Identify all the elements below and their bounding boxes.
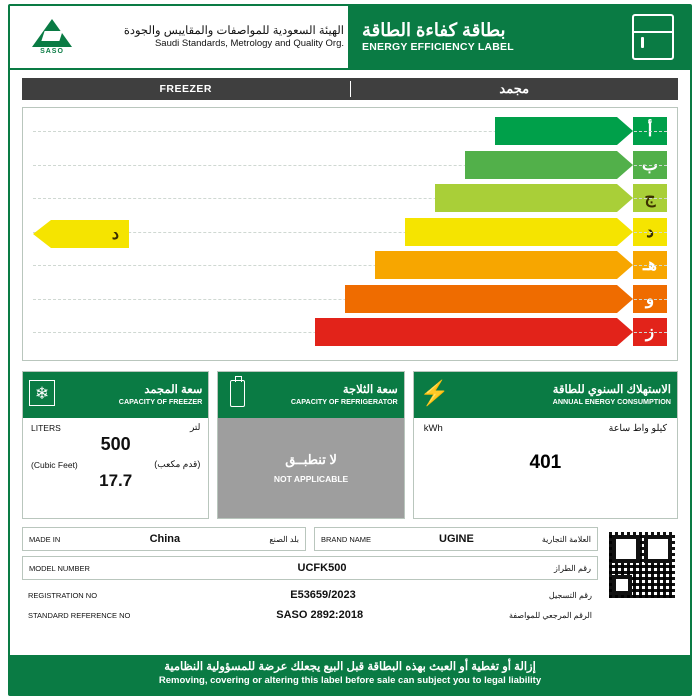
standard-reference-row — [22, 605, 598, 625]
refrigerator-icon — [632, 14, 674, 60]
label-frame — [8, 4, 692, 696]
freezer-cubicfeet-value: 17.7 — [99, 471, 133, 490]
scale-arrow-body — [315, 318, 617, 346]
scale-arrow — [375, 251, 633, 279]
scale-arrow-body — [465, 151, 617, 179]
freezer-unit2-ar: (قدم مكعب) — [154, 459, 201, 469]
scale-row — [33, 116, 667, 146]
freezer-unit-en: LITERS — [31, 422, 61, 433]
scale-row — [33, 284, 667, 314]
made-in-brand-row — [22, 527, 598, 556]
made-in-label-ar: بلد الصنع — [269, 534, 299, 544]
registration-value: E53659/2023 — [290, 589, 356, 601]
freezer-capacity-panel — [22, 371, 209, 519]
registration-label-ar: رقم التسجيل — [548, 590, 592, 600]
model-label-en: MODEL NUMBER — [29, 563, 90, 573]
standard-label-ar: الرقم المرجعي للمواصفة — [508, 610, 592, 620]
scale-arrow-body — [495, 117, 617, 145]
product-type-ar: مجمد — [499, 81, 530, 96]
model-label-ar: رقم الطراز — [554, 563, 591, 573]
header-left — [10, 6, 348, 68]
brand-label-ar: العلامة التجارية — [541, 534, 591, 544]
not-applicable-en: NOT APPLICABLE — [273, 474, 349, 484]
current-grade-arrow-tip — [33, 220, 51, 248]
scale-arrow-body — [345, 285, 617, 313]
model-number-field — [22, 556, 598, 580]
annual-energy-panel — [413, 371, 678, 519]
energy-value: 401 — [529, 452, 562, 473]
scale-arrow — [435, 184, 633, 212]
scale-arrow — [495, 117, 633, 145]
scale-arrow-tip — [617, 318, 633, 346]
scale-row — [33, 317, 667, 347]
organization-text — [88, 24, 348, 50]
efficiency-scale — [22, 107, 678, 361]
scale-arrow-body — [435, 184, 617, 212]
energy-unit-ar: كيلو واط ساعة — [608, 423, 667, 434]
scale-row — [33, 250, 667, 280]
energy-panel-titles — [452, 384, 671, 406]
energy-units-row — [414, 418, 677, 434]
qr-code-icon[interactable] — [606, 529, 678, 601]
legal-text-en: Removing, covering or altering this label before sale can subject you to legal liability — [158, 675, 542, 687]
organization-name-ar: الهيئة السعودية للمواصفات والمقاييس والجودة — [123, 24, 344, 37]
scale-arrow-tip — [617, 285, 633, 313]
scale-grade-letter: هـ — [633, 251, 667, 279]
scale-arrow-tip — [617, 251, 633, 279]
scale-grade-letter: ب — [633, 151, 667, 179]
refrigerator-panel-titles — [256, 384, 397, 406]
scale-arrow-tip — [617, 184, 633, 212]
product-info-fields — [22, 527, 598, 625]
scale-grade-letter: ج — [633, 184, 667, 212]
current-grade-letter: د — [51, 220, 129, 248]
energy-panel-header — [414, 372, 677, 418]
scale-grade-letter: و — [633, 285, 667, 313]
made-in-label-en: MADE IN — [29, 534, 61, 544]
scale-arrow-body — [405, 218, 617, 246]
brand-name-field — [314, 527, 598, 551]
brand-value: UGINE — [439, 533, 474, 545]
organization-name-en: Saudi Standards, Metrology and Quality Org. — [154, 38, 344, 50]
made-in-value: China — [149, 533, 181, 545]
made-in-field — [22, 527, 306, 551]
standard-value: SASO 2892:2018 — [276, 609, 364, 621]
lightning-bolt-icon: ⚡ — [419, 380, 450, 407]
scale-arrow-tip — [617, 218, 633, 246]
energy-unit-en: kWh — [423, 423, 443, 434]
energy-panel-body — [414, 418, 677, 518]
freezer-liters-value: 500 — [100, 434, 131, 454]
freezer-panel-titles — [61, 384, 202, 406]
scale-grade-letter: أ — [633, 117, 667, 145]
freezer-cubicfeet-row — [23, 455, 208, 470]
product-bar — [22, 78, 678, 100]
refrigerator-capacity-panel — [217, 371, 404, 519]
header-titles — [362, 20, 514, 54]
label-title-ar: بطاقة كفاءة الطاقة — [362, 19, 506, 40]
saso-triangle-icon — [32, 19, 72, 47]
scale-arrow — [315, 318, 633, 346]
saso-logo-icon — [16, 11, 88, 63]
freezer-unit-ar: لتر — [189, 422, 201, 432]
header-right — [348, 6, 690, 68]
scale-grade-letter: د — [633, 218, 667, 246]
current-grade-arrow — [33, 220, 129, 248]
refrigerator-panel-body — [218, 418, 403, 518]
bottle-icon — [224, 380, 250, 410]
freezer-liters-row — [23, 418, 208, 433]
standard-label-en: STANDARD REFERENCE NO — [28, 610, 131, 620]
freezer-title-en: CAPACITY OF FREEZER — [118, 396, 203, 406]
scale-arrow — [405, 218, 633, 246]
refrigerator-title-en: CAPACITY OF REFRIGERATOR — [290, 396, 398, 406]
brand-label-en: BRAND NAME — [321, 534, 372, 544]
legal-footer — [10, 655, 690, 694]
registration-label-en: REGISTRATION NO — [28, 590, 98, 600]
energy-title-ar: الاستهلاك السنوي للطاقة — [552, 383, 671, 396]
freezer-panel-body — [23, 418, 208, 518]
saso-logo-text: SASO — [40, 48, 64, 55]
scale-arrow — [345, 285, 633, 313]
label-title-en: ENERGY EFFICIENCY LABEL — [362, 40, 514, 53]
current-grade-marker — [33, 220, 129, 248]
refrigerator-panel-header — [218, 372, 403, 418]
product-bar-wrap — [10, 70, 690, 100]
freezer-panel-header — [23, 372, 208, 418]
scale-arrow-tip — [617, 151, 633, 179]
scale-arrow-tip — [617, 117, 633, 145]
model-value: UCFK500 — [297, 562, 347, 574]
refrigerator-title-ar: سعة الثلاجة — [342, 383, 398, 396]
product-info-block — [22, 527, 678, 625]
not-applicable-ar: لا تنطبــق — [285, 452, 337, 467]
registration-row — [22, 585, 598, 605]
legal-text-ar: إزالة أو تغطية أو العبث بهذه البطاقة قبل البيع يجعلك عرضة للمسؤولية النظامية — [164, 660, 536, 673]
freezer-unit2-en: (Cubic Feet) — [31, 459, 78, 470]
capacity-panels — [22, 371, 678, 519]
scale-grade-letter: ز — [633, 318, 667, 346]
scale-row — [33, 150, 667, 180]
scale-arrow — [465, 151, 633, 179]
energy-title-en: ANNUAL ENERGY CONSUMPTION — [552, 396, 671, 406]
scale-row — [33, 183, 667, 213]
snowflake-icon: ❄ — [29, 380, 55, 410]
scale-arrow-body — [375, 251, 617, 279]
product-type-en: FREEZER — [159, 83, 212, 95]
label-header — [10, 6, 690, 70]
freezer-title-ar: سعة المجمد — [144, 383, 203, 396]
